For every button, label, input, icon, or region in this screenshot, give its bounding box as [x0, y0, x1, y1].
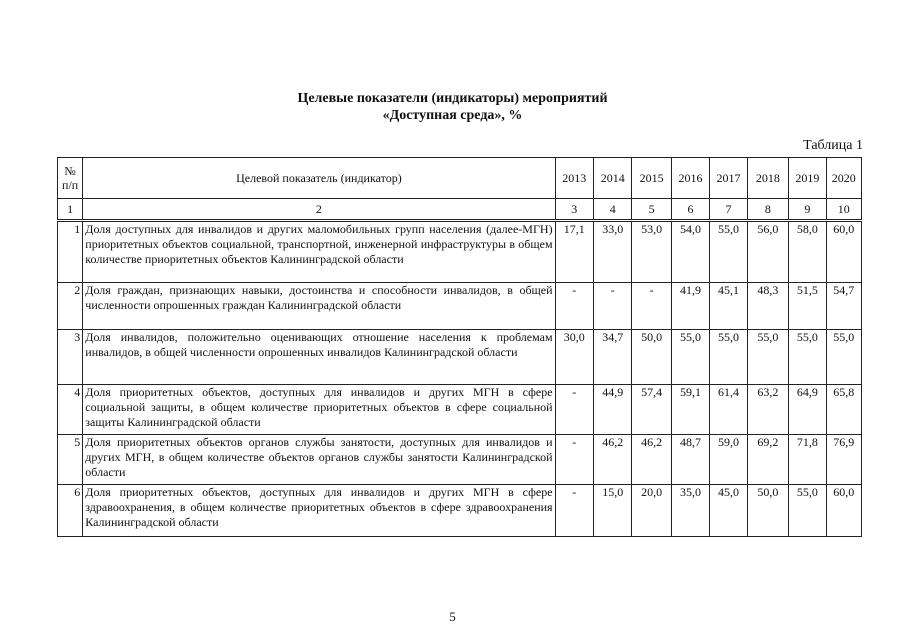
column-index: 7 — [710, 199, 747, 221]
value-cell: 34,7 — [593, 330, 631, 385]
value-cell: 61,4 — [710, 385, 747, 435]
column-index: 5 — [632, 199, 671, 221]
document-title — [0, 90, 905, 124]
row-number: 1 — [58, 221, 83, 283]
value-cell: 55,0 — [710, 330, 747, 385]
table-row — [58, 485, 862, 537]
header-year: 2017 — [710, 158, 747, 199]
indicators-table — [57, 157, 862, 537]
column-index: 9 — [789, 199, 826, 221]
column-index: 8 — [747, 199, 788, 221]
value-cell: 45,1 — [710, 283, 747, 330]
value-cell: 48,7 — [671, 435, 709, 485]
value-cell: 54,0 — [671, 221, 709, 283]
value-cell: - — [555, 485, 593, 537]
table-row — [58, 221, 862, 283]
table-row — [58, 283, 862, 330]
row-number: 6 — [58, 485, 83, 537]
value-cell: 63,2 — [747, 385, 788, 435]
value-cell: 50,0 — [632, 330, 671, 385]
indicator-text: Доля инвалидов, положительно оценивающих отношение населения к проблемам инвалидов, в общей численности опрошенных инвалидов Калининградской области — [83, 330, 555, 385]
column-index: 6 — [671, 199, 709, 221]
value-cell: - — [555, 435, 593, 485]
column-index: 1 — [58, 199, 83, 221]
value-cell: 48,3 — [747, 283, 788, 330]
value-cell: 55,0 — [671, 330, 709, 385]
value-cell: - — [555, 385, 593, 435]
value-cell: 44,9 — [593, 385, 631, 435]
header-indicator: Целевой показатель (индикатор) — [83, 158, 555, 199]
value-cell: 55,0 — [789, 485, 826, 537]
value-cell: 55,0 — [747, 330, 788, 385]
value-cell: 64,9 — [789, 385, 826, 435]
table-row — [58, 435, 862, 485]
header-year: 2018 — [747, 158, 788, 199]
value-cell: 55,0 — [710, 221, 747, 283]
value-cell: 71,8 — [789, 435, 826, 485]
row-number: 2 — [58, 283, 83, 330]
row-number: 4 — [58, 385, 83, 435]
value-cell: 65,8 — [826, 385, 861, 435]
row-number: 3 — [58, 330, 83, 385]
header-year: 2019 — [789, 158, 826, 199]
indicator-text: Доля приоритетных объектов, доступных для инвалидов и других МГН в сфере социальной защиты, в общем количестве приоритетных объектов в сфере социальной защиты Калининградской области — [83, 385, 555, 435]
column-index: 10 — [826, 199, 861, 221]
header-num: № п/п — [58, 158, 83, 199]
value-cell: 35,0 — [671, 485, 709, 537]
table-caption: Таблица 1 — [803, 138, 863, 153]
value-cell: 59,1 — [671, 385, 709, 435]
header-year: 2015 — [632, 158, 671, 199]
value-cell: 54,7 — [826, 283, 861, 330]
value-cell: - — [593, 283, 631, 330]
value-cell: 60,0 — [826, 221, 861, 283]
value-cell: 30,0 — [555, 330, 593, 385]
column-index: 3 — [555, 199, 593, 221]
value-cell: 57,4 — [632, 385, 671, 435]
value-cell: 76,9 — [826, 435, 861, 485]
value-cell: 69,2 — [747, 435, 788, 485]
value-cell: 41,9 — [671, 283, 709, 330]
title-line-1: Целевые показатели (индикаторы) мероприятий — [297, 91, 608, 106]
header-year: 2020 — [826, 158, 861, 199]
value-cell: 53,0 — [632, 221, 671, 283]
value-cell: 56,0 — [747, 221, 788, 283]
indicator-text: Доля приоритетных объектов, доступных для инвалидов и других МГН в сфере здравоохранения, в общем количестве приоритетных объектов в сфере здравоохранения Калининградской области — [83, 485, 555, 537]
value-cell: 33,0 — [593, 221, 631, 283]
row-number: 5 — [58, 435, 83, 485]
value-cell: 45,0 — [710, 485, 747, 537]
value-cell: 55,0 — [789, 330, 826, 385]
table-row — [58, 385, 862, 435]
column-index: 4 — [593, 199, 631, 221]
indicator-text: Доля доступных для инвалидов и других маломобильных групп населения (далее-МГН) приоритетных объектов социальной, транспортной, инженерной инфраструктуры в общем количестве приоритетных объектов Калининградской области — [83, 221, 555, 283]
value-cell: 46,2 — [632, 435, 671, 485]
value-cell: 46,2 — [593, 435, 631, 485]
header-row — [58, 158, 862, 199]
column-index-row — [58, 199, 862, 221]
value-cell: 51,5 — [789, 283, 826, 330]
value-cell: 59,0 — [710, 435, 747, 485]
column-index: 2 — [83, 199, 555, 221]
value-cell: 15,0 — [593, 485, 631, 537]
value-cell: 55,0 — [826, 330, 861, 385]
title-line-2: «Доступная среда», % — [382, 108, 523, 123]
value-cell: - — [555, 283, 593, 330]
value-cell: 20,0 — [632, 485, 671, 537]
page-number: 5 — [449, 609, 456, 624]
value-cell: 60,0 — [826, 485, 861, 537]
value-cell: 58,0 — [789, 221, 826, 283]
value-cell: 17,1 — [555, 221, 593, 283]
header-year: 2014 — [593, 158, 631, 199]
header-year: 2013 — [555, 158, 593, 199]
header-year: 2016 — [671, 158, 709, 199]
indicator-text: Доля граждан, признающих навыки, достоинства и способности инвалидов, в общей численности опрошенных граждан Калининградской области — [83, 283, 555, 330]
table-row — [58, 330, 862, 385]
value-cell: - — [632, 283, 671, 330]
indicator-text: Доля приоритетных объектов органов службы занятости, доступных для инвалидов и других МГН, в общем количестве объектов органов службы занятости Калининградской области — [83, 435, 555, 485]
value-cell: 50,0 — [747, 485, 788, 537]
